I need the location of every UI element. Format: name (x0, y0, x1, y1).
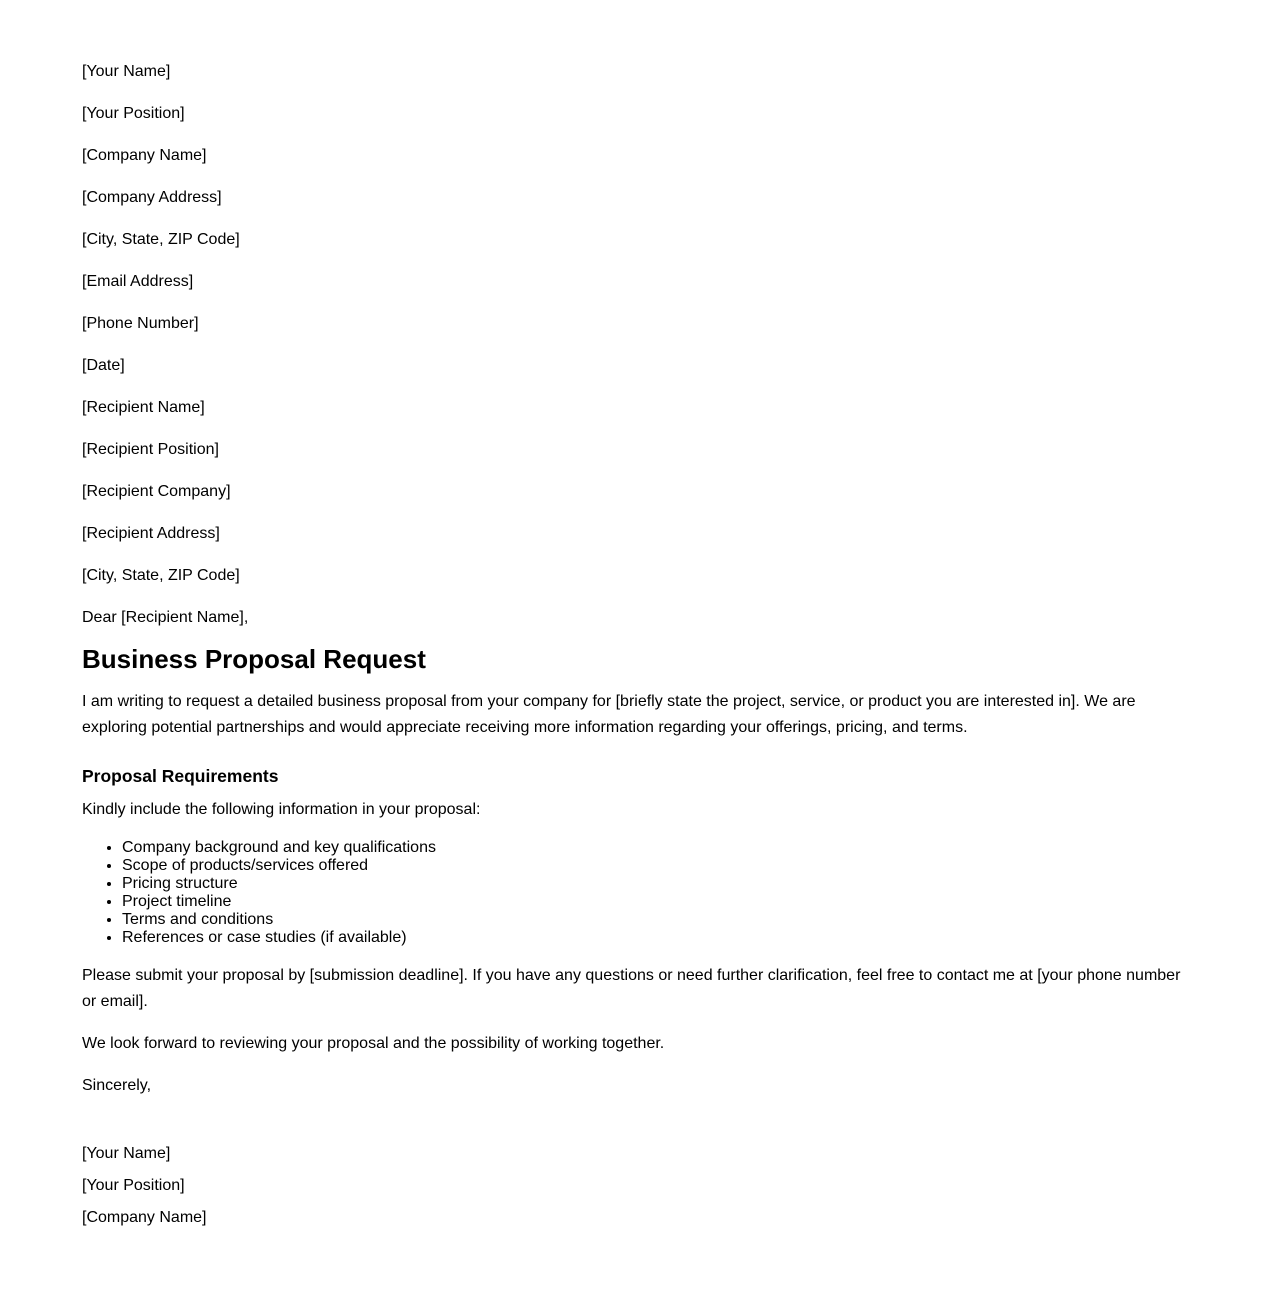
list-item: • Scope of products/services offered (122, 857, 1196, 875)
closing-paragraph: We look forward to reviewing your proposal and the possibility of working together. (82, 1035, 665, 1052)
submission-paragraph: Please submit your proposal by [submission deadline]. If you have any questions or need further clarification, feel free to contact me at [your phone number or email]. (82, 967, 1181, 1010)
list-item: • Pricing structure (122, 875, 1196, 893)
sender-city-state-zip: [City, State, ZIP Code] (82, 231, 240, 248)
recipient-position: [Recipient Position] (82, 441, 219, 458)
recipient-city-state-zip: [City, State, ZIP Code] (82, 567, 240, 584)
requirements-list (82, 839, 1196, 947)
signature-company: [Company Name] (82, 1209, 207, 1226)
sender-phone: [Phone Number] (82, 315, 199, 332)
list-item: • Project timeline (122, 893, 1196, 911)
list-item: • Company background and key qualifications (122, 839, 1196, 857)
page-title: Business Proposal Request (82, 644, 426, 674)
recipient-address: [Recipient Address] (82, 525, 220, 542)
letter-date: [Date] (82, 357, 125, 374)
requirements-intro: Kindly include the following information in your proposal: (82, 801, 481, 818)
intro-paragraph: I am writing to request a detailed business proposal from your company for [briefly state the project, service, or product you are interested in]. We are exploring potential partnerships and would appreciate receiving more information regarding your offerings, pricing, and terms. (82, 693, 1136, 736)
signature-block (82, 1141, 1196, 1231)
salutation: Dear [Recipient Name], (82, 609, 249, 626)
recipient-company: [Recipient Company] (82, 483, 231, 500)
sender-block (82, 59, 1196, 379)
list-item: • Terms and conditions (122, 911, 1196, 929)
recipient-name: [Recipient Name] (82, 399, 205, 416)
sender-position: [Your Position] (82, 105, 185, 122)
list-item: • References or case studies (if available) (122, 929, 1196, 947)
sender-email: [Email Address] (82, 273, 194, 290)
requirements-heading: Proposal Requirements (82, 766, 279, 786)
recipient-block (82, 395, 1196, 589)
signature-name: [Your Name] (82, 1145, 171, 1162)
signature-position: [Your Position] (82, 1177, 185, 1194)
sender-name: [Your Name] (82, 63, 171, 80)
sender-company-address: [Company Address] (82, 189, 222, 206)
sender-company-name: [Company Name] (82, 147, 207, 164)
sign-off: Sincerely, (82, 1077, 152, 1094)
